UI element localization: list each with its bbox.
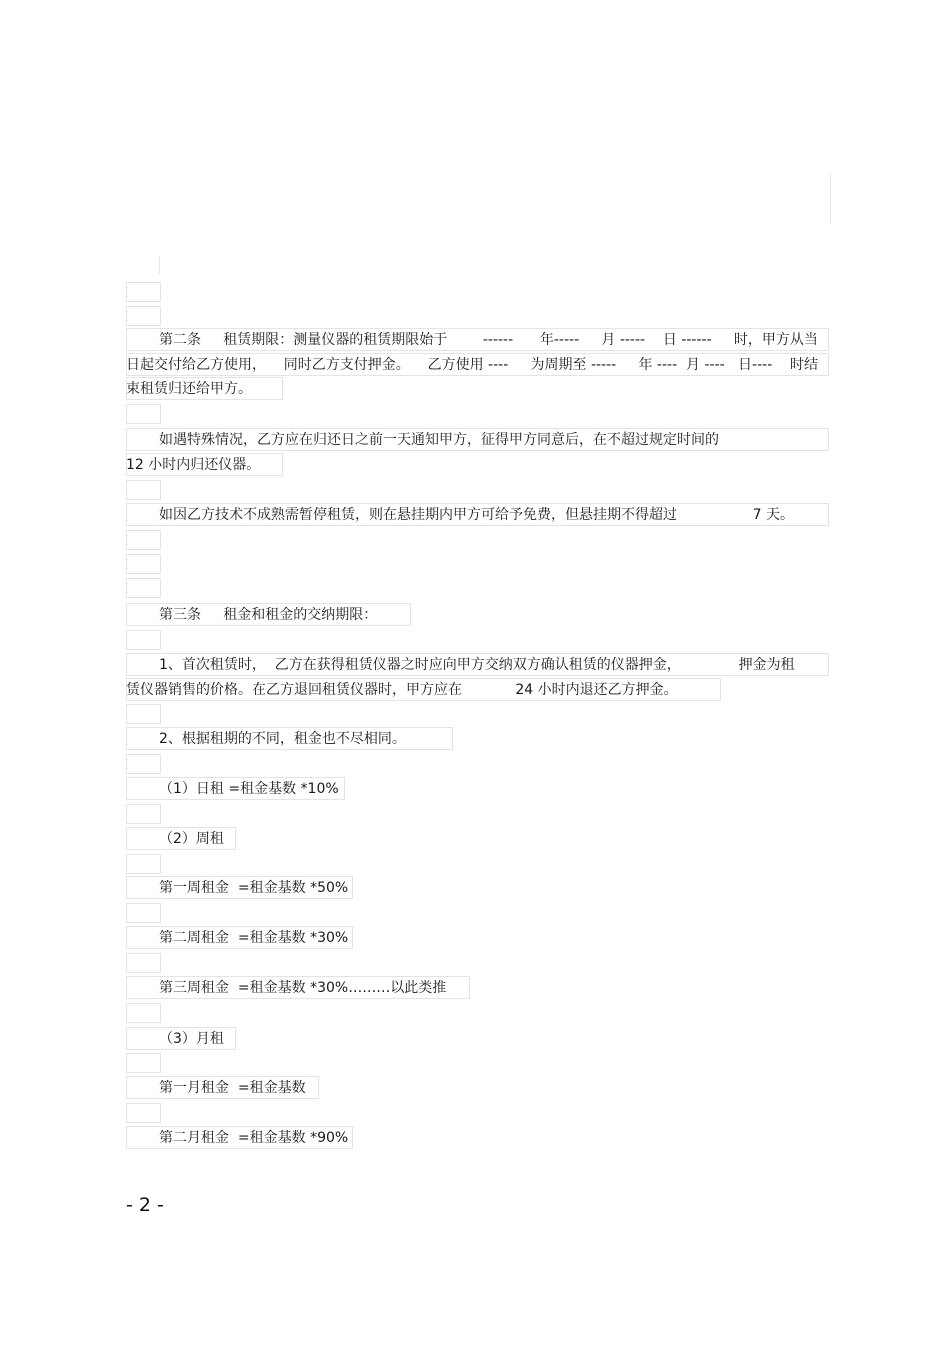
week-3-rent-line: 第三周租金 =租金基数 *30%………以此类推 (159, 980, 447, 996)
deposit-line-2: 赁仪器销售的价格。在乙方退回租赁仪器时，甲方应在 24 小时内退还乙方押金。 (126, 682, 678, 698)
margin-bar-right (830, 172, 831, 224)
empty-line-frame (126, 903, 161, 923)
deposit-line-1: 1、首次租赁时， 乙方在获得租赁仪器之时应向甲方交纳双方确认租赁的仪器押金， 押金为租 (159, 657, 795, 673)
article-2-line-1: 第二条 租赁期限：测量仪器的租赁期限始于 ------ 年----- 月 ----- 日 ------ 时，甲方从当 (159, 332, 818, 348)
monthly-rent-heading: （3）月租 (159, 1031, 224, 1047)
empty-line-frame (126, 953, 161, 973)
margin-bar-left (159, 256, 160, 274)
empty-line-frame (126, 1003, 161, 1023)
rent-varies-line: 2、根据租期的不同，租金也不尽相同。 (159, 731, 406, 747)
empty-line-frame (126, 306, 161, 326)
empty-line-frame (126, 530, 161, 550)
empty-line-frame (126, 1053, 161, 1073)
empty-line-frame (126, 282, 161, 302)
empty-line-frame (126, 754, 161, 774)
empty-line-frame (126, 480, 161, 500)
empty-line-frame (126, 404, 161, 424)
empty-line-frame (126, 1103, 161, 1123)
weekly-rent-heading: （2）周租 (159, 831, 224, 847)
empty-line-frame (126, 854, 161, 874)
special-case-line-2: 12 小时内归还仪器。 (126, 457, 261, 473)
empty-line-frame (126, 554, 161, 574)
month-2-rent-line: 第二月租金 =租金基数 *90% (159, 1130, 349, 1146)
page-number: - 2 - (126, 1194, 164, 1216)
empty-line-frame (126, 578, 161, 598)
article-3-heading: 第三条 租金和租金的交纳期限： (159, 607, 378, 623)
week-2-rent-line: 第二周租金 =租金基数 *30% (159, 930, 349, 946)
article-2-line-2: 日起交付给乙方使用， 同时乙方支付押金。 乙方使用 ---- 为周期至 ----- 年 ---- 月 ---- 日---- 时结 (126, 357, 819, 373)
empty-line-frame (126, 804, 161, 824)
suspension-line: 如因乙方技术不成熟需暂停租赁，则在悬挂期内甲方可给予免费，但悬挂期不得超过 7 天。 (159, 507, 795, 523)
empty-line-frame (126, 704, 161, 724)
week-1-rent-line: 第一周租金 =租金基数 *50% (159, 880, 349, 896)
month-1-rent-line: 第一月租金 =租金基数 (159, 1080, 306, 1096)
empty-line-frame (126, 630, 161, 650)
daily-rent-line: （1）日租 =租金基数 *10% (159, 781, 339, 797)
article-2-line-3: 束租赁归还给甲方。 (126, 381, 252, 397)
special-case-line-1: 如遇特殊情况，乙方应在归还日之前一天通知甲方，征得甲方同意后，在不超过规定时间的 (159, 432, 719, 448)
